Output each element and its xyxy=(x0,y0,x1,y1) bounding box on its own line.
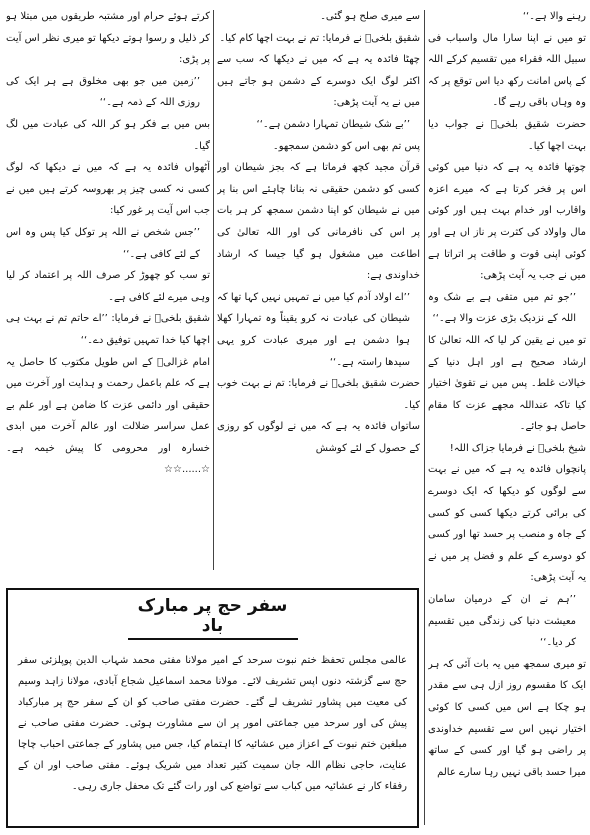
paragraph: چوتھا فائدہ یہ ہے کہ دنیا میں کوئی اس پر فخر کرتا ہے کہ میرے اعزہ واقارب اور خدام بہت ہیں اور کوئی مال واولاد کی کثرت پر ناز اں ہے اور کوئی اپنی قوت و طاقت پر اتراتا ہے میں نے جب یہ آیت پڑھی: xyxy=(428,162,586,282)
article-column-left xyxy=(6,6,210,581)
paragraph: تو میں نے اپنا سارا مال واسباب فی سبیل اللہ فقراء میں تقسیم کرکے اللہ کے پاس امانت رکھ دیا اس توقع پر کہ وہ وہاں باقی رہے گا۔ xyxy=(428,32,586,109)
paragraph: شقیق بلخیؒ نے فرمایا: ’’اے حاتم تم نے بہت ہی اچھا کیا خدا تمہیں توفیق دے۔‘‘ xyxy=(6,313,210,346)
paragraph: ساتواں فائدہ یہ ہے کہ میں نے لوگوں کو روزی کے حصول کے لئے کوشش xyxy=(217,421,420,454)
notice-title: سفر حج پر مبارک باد xyxy=(128,596,298,640)
paragraph: آٹھواں فائدہ یہ ہے کہ میں نے دیکھا کہ لوگ کسی نہ کسی چیز پر بھروسہ کرتے ہیں میں نے جب اس آیت پر غور کیا: xyxy=(6,162,210,217)
paragraph: حضرت شقیق بلخیؒ نے جواب دیا بہت اچھا کیا۔ xyxy=(428,118,586,152)
paragraph: حضرت شقیق بلخیؒ نے فرمایا: تم نے بہت خوب کیا۔ xyxy=(217,378,420,411)
article-column-right xyxy=(428,6,586,832)
paragraph: تو سب کو چھوڑ کر صرف اللہ پر اعتماد کر لیا وہی میرے لئے کافی ہے۔ xyxy=(6,270,210,303)
quran-quote: ’’بے شک شیطان تمہارا دشمن ہے۔‘‘ xyxy=(256,118,410,130)
quran-quote: ’’جو تم میں متقی ہے بے شک وہ اللہ کے نزدیک بڑی عزت والا ہے۔‘‘ xyxy=(428,291,576,325)
paragraph: شیخ بلخیؒ نے فرمایا جزاک اللہ! xyxy=(449,442,586,454)
article-column-middle xyxy=(217,6,420,581)
paragraph: پس تم بھی اس کو دشمن سمجھو۔ xyxy=(272,140,420,152)
notice-body: عالمی مجلس تحفظ ختم نبوت سرحد کے امیر مولانا مفتی محمد شہاب الدین پوپلزئی سفر حج سے گزشتہ دنوں اپس تشریف لائے۔ مولانا محمد اسماعیل شجاع آبادی، مولانا زاہد وسیم کی معیت میں پشاور تشریف لے گئے۔ حضرت مفتی صاحب کو ان کے سفر حج پر مبارکباد پیش کی اور سرحد میں جماعتی امور پر ان سے مشاورت ہوئی۔ حضرت مفتی صاحب نے مبلغین ختم نبوت کے اعزاز میں عشائیہ کا اہتمام کیا، جس میں پشاور کے جماعتی احباب چاچا عنایت، حاجی نظام اللہ جان سمیت کثیر تعداد میں شریک ہوئے۔ مفتی صاحب اور ان کے رفقاء کار نے عشائیہ میں کباب سے تواضع کی اور رات گئے تک محفل جاری رہی۔ xyxy=(18,655,407,792)
paragraph: امام غزالیؒ کے اس طویل مکتوب کا حاصل یہ ہے کہ علم باعمل رحمت و ہدایت اور آخرت میں حقیقی اور دائمی عزت کا ضامن ہے اور علم بے عمل سراسر ضلالت اور عالم آخرت میں ابدی خسارہ اور محرومی کا پیش خیمہ ہے۔ ☆......☆☆ xyxy=(6,356,210,476)
paragraph: پانچواں فائدہ یہ ہے کہ میں نے بہت سے لوگوں کو دیکھا کہ ایک دوسرے کی برائی کرتے دیکھا کسی کو کسی کے جاہ و منصب پر حسد تھا اور کسی کو دوسرے کے علم و فضل پر میں نے یہ آیت پڑھی: xyxy=(428,464,586,584)
paragraph: چھٹا فائدہ یہ ہے کہ میں نے دیکھا کہ سب سے اکثر لوگ ایک دوسرے کے دشمن ہو جاتے ہیں میں نے یہ آیت پڑھی: xyxy=(217,54,420,109)
quran-quote: ’’زمین میں جو بھی مخلوق ہے ہر ایک کی روزی اللہ کے ذمہ ہے۔‘‘ xyxy=(6,75,200,109)
paragraph: سے میری صلح ہو گئی۔ xyxy=(320,11,420,22)
paragraph: رہنے والا ہے۔‘‘ xyxy=(522,11,586,22)
quran-quote: ’’ہم نے ان کے درمیان سامان معیشت دنیا کی زندگی میں تقسیم کر دیا۔‘‘ xyxy=(428,594,576,649)
paragraph: قرآن مجید کچھ فرماتا ہے کہ بجز شیطان اور کسی کو دشمن حقیقی نہ بنانا چاہئے اس بنا پر میں نے شیطان کو اپنا دشمن سمجھ کر ہر بات پر اس کی نافرمانی کی اور اللہ تعالیٰ کی اطاعت میں مشغول ہو گیا جیسا کہ ارشاد خداوندی ہے: xyxy=(217,162,420,282)
paragraph: تو میں نے یقین کر لیا کہ اللہ تعالیٰ کا ارشاد صحیح ہے اور اہل دنیا کے خیالات غلط۔ پس میں نے تقویٰ اختیار کیا تاکہ عنداللہ مجھے عزت کا مقام حاصل ہو جائے۔ xyxy=(428,334,586,433)
column-divider xyxy=(213,10,214,570)
quran-quote: ’’اے اولاد آدم کیا میں نے تمہیں نہیں کہا تھا کہ شیطان کی عبادت نہ کرو یقیناً وہ تمہارا کھلا ہوا دشمن ہے اور میری عبادت کرو یہی سیدھا راستہ ہے۔‘‘ xyxy=(217,291,410,368)
paragraph: شقیق بلخیؒ نے فرمایا: تم نے بہت اچھا کام کیا۔ xyxy=(219,32,420,44)
paragraph: تو میری سمجھ میں یہ بات آئی کہ ہر ایک کا مقسوم روز ازل ہی سے مقدر ہو چکا ہے اس میں کسی کا کوئی اختیار نہیں اس سے تقسیم خداوندی پر راضی ہو گیا اور کسی کے ساتھ میرا حسد باقی نہیں رہا سارے عالم xyxy=(428,658,586,778)
column-divider xyxy=(424,10,425,825)
paragraph: بس میں بے فکر ہو کر اللہ کی عبادت میں لگ گیا۔ xyxy=(6,118,210,152)
notice-box xyxy=(6,588,419,828)
quran-quote: ’’جس شخص نے اللہ پر توکل کیا پس وہ اس کے لئے کافی ہے۔‘‘ xyxy=(6,226,200,260)
paragraph: کرتے ہوئے حرام اور مشتبہ طریقوں میں مبتلا ہو کر ذلیل و رسوا ہوتے دیکھا تو میری نظر اس آیت پر پڑی: xyxy=(6,11,210,66)
